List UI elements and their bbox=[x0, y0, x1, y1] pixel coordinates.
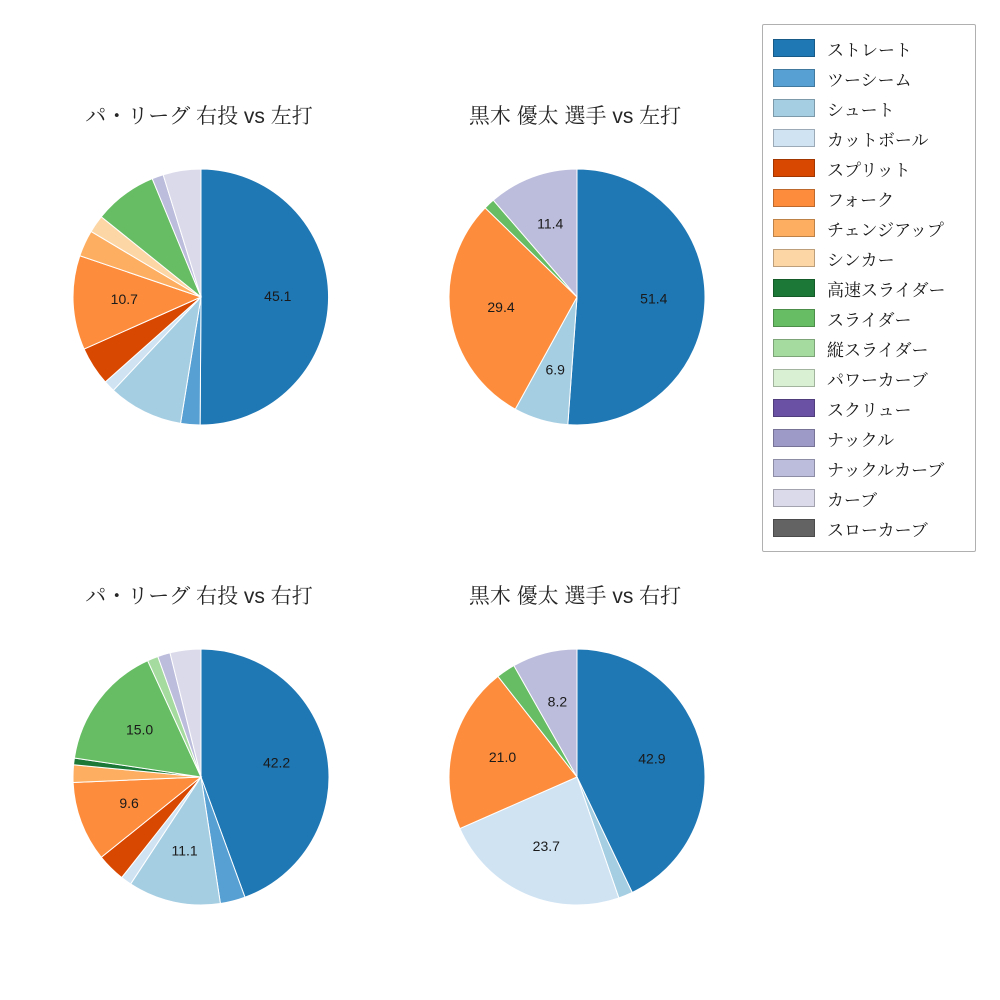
legend-label: スプリット bbox=[827, 160, 911, 180]
legend-label: スクリュー bbox=[827, 400, 912, 420]
legend-item bbox=[773, 333, 965, 363]
pie-title-kuroki-vs-right: 黒木 優太 選手 vs 右打 bbox=[468, 585, 682, 608]
legend-item bbox=[773, 513, 965, 543]
pie-svg-1 bbox=[432, 152, 722, 442]
pie-slice-label: 6.9 bbox=[545, 361, 565, 378]
legend-label: シュート bbox=[827, 100, 895, 120]
legend-swatch bbox=[773, 339, 815, 357]
legend-swatch bbox=[773, 489, 815, 507]
pie-slice-label: 42.2 bbox=[262, 754, 291, 771]
legend-swatch bbox=[773, 369, 815, 387]
pie-slice-label: 29.4 bbox=[487, 299, 515, 316]
legend-swatch bbox=[773, 129, 815, 147]
legend-label: ナックルカーブ bbox=[827, 460, 945, 480]
legend-swatch bbox=[773, 189, 815, 207]
legend-item bbox=[773, 393, 965, 423]
pie-slice-label: 21.0 bbox=[488, 749, 517, 766]
pie-svg-3 bbox=[432, 632, 722, 922]
pie-chart-kuroki-vs-left bbox=[432, 152, 722, 442]
legend-swatch bbox=[773, 399, 815, 417]
legend-item bbox=[773, 273, 965, 303]
legend-label: チェンジアップ bbox=[827, 220, 944, 240]
pie-slice-label: 10.7 bbox=[110, 291, 138, 308]
pie-panel-kuroki-vs-left bbox=[400, 86, 750, 486]
legend-item bbox=[773, 363, 965, 393]
legend-swatch bbox=[773, 219, 815, 237]
legend-label: カーブ bbox=[827, 490, 878, 510]
legend-label: スライダー bbox=[827, 310, 912, 330]
legend-swatch bbox=[773, 519, 815, 537]
legend-label: カットボール bbox=[827, 130, 929, 150]
pie-chart-kuroki-vs-right bbox=[432, 632, 722, 922]
legend-swatch bbox=[773, 429, 815, 447]
legend-label: ナックル bbox=[827, 430, 895, 450]
legend-item bbox=[773, 303, 965, 333]
legend-swatch bbox=[773, 159, 815, 177]
legend-item bbox=[773, 33, 965, 63]
legend-item bbox=[773, 63, 965, 93]
legend-label: 高速スライダー bbox=[827, 280, 946, 300]
pie-svg-2 bbox=[56, 632, 346, 922]
pie-slice-label: 42.9 bbox=[638, 750, 666, 767]
pie-slice-label: 9.6 bbox=[119, 794, 139, 811]
pie-slice-label: 11.4 bbox=[537, 215, 564, 232]
pie-slice-label: 15.0 bbox=[125, 721, 154, 738]
pie-svg-0 bbox=[56, 152, 346, 442]
legend-swatch bbox=[773, 279, 815, 297]
legend-item bbox=[773, 123, 965, 153]
pie-slice-label: 11.1 bbox=[171, 842, 198, 859]
legend bbox=[762, 24, 976, 552]
legend-item bbox=[773, 483, 965, 513]
pie-title-pa-league-vs-left: パ・リーグ 右投 vs 左打 bbox=[85, 105, 313, 128]
pie-title-kuroki-vs-left: 黒木 優太 選手 vs 左打 bbox=[468, 105, 682, 128]
pie-chart-pa-league-vs-left bbox=[56, 152, 346, 442]
legend-item bbox=[773, 153, 965, 183]
pie-slice bbox=[568, 169, 705, 425]
legend-label: ツーシーム bbox=[827, 70, 912, 90]
legend-item bbox=[773, 453, 965, 483]
legend-label: スローカーブ bbox=[827, 520, 928, 540]
pie-panel-kuroki-vs-right bbox=[400, 566, 750, 966]
legend-swatch bbox=[773, 309, 815, 327]
legend-label: フォーク bbox=[827, 190, 895, 210]
pie-chart-pa-league-vs-right bbox=[56, 632, 346, 922]
pie-slice-label: 45.1 bbox=[264, 288, 292, 305]
legend-item bbox=[773, 93, 965, 123]
legend-label: 縦スライダー bbox=[827, 340, 929, 360]
legend-swatch bbox=[773, 99, 815, 117]
legend-label: パワーカーブ bbox=[827, 370, 928, 390]
legend-swatch bbox=[773, 69, 815, 87]
legend-swatch bbox=[773, 39, 815, 57]
legend-swatch bbox=[773, 249, 815, 267]
pie-panel-pa-league-vs-left bbox=[24, 86, 374, 486]
legend-swatch bbox=[773, 459, 815, 477]
legend-item bbox=[773, 213, 965, 243]
legend-item bbox=[773, 243, 965, 273]
legend-item bbox=[773, 423, 965, 453]
legend-label: シンカー bbox=[827, 250, 895, 270]
pie-panel-pa-league-vs-right bbox=[24, 566, 374, 966]
pie-title-pa-league-vs-right: パ・リーグ 右投 vs 右打 bbox=[85, 585, 313, 608]
pie-slice-label: 23.7 bbox=[532, 838, 560, 855]
pie-slice-label: 8.2 bbox=[547, 693, 568, 710]
pie-slice-label: 51.4 bbox=[640, 290, 668, 307]
legend-label: ストレート bbox=[827, 40, 912, 60]
legend-item bbox=[773, 183, 965, 213]
